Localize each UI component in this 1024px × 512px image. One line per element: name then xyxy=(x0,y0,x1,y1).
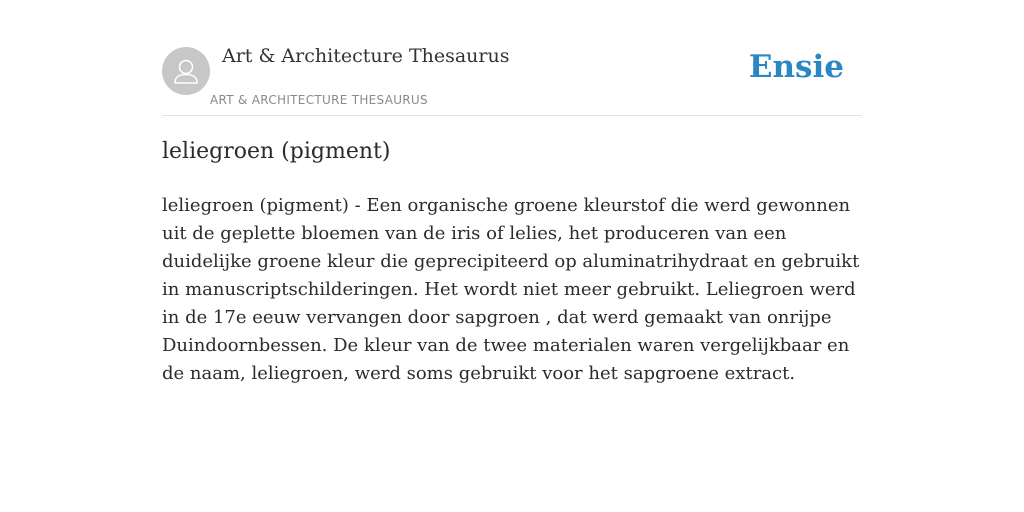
source-avatar[interactable] xyxy=(162,47,210,95)
definition-text: leliegroen (pigment) - Een organische groene kleurstof die werd gewonnen uit de geplette bloemen van de iris of lelies, het produceren van een duidelijke groene kleur die geprecipiteerd op aluminatrihydraat en gebruikt in manuscriptschilderingen. Het wordt niet meer gebruikt. Leliegroen werd in de 17e eeuw vervangen door sapgroen , dat werd gemaakt van onrijpe Duindoornbessen. De kleur van de twee materialen waren vergelijkbaar en de naam, leliegroen, werd soms gebruikt voor het sapgroene extract. xyxy=(162,195,860,384)
term-title: leliegroen (pigment) xyxy=(162,139,391,164)
source-subtitle: ART & ARCHITECTURE THESAURUS xyxy=(210,93,428,107)
user-icon xyxy=(162,47,210,95)
source-title-link[interactable]: Art & Architecture Thesaurus xyxy=(222,45,510,67)
ensie-logo[interactable]: Ensie xyxy=(748,49,844,85)
source-header xyxy=(162,40,862,116)
